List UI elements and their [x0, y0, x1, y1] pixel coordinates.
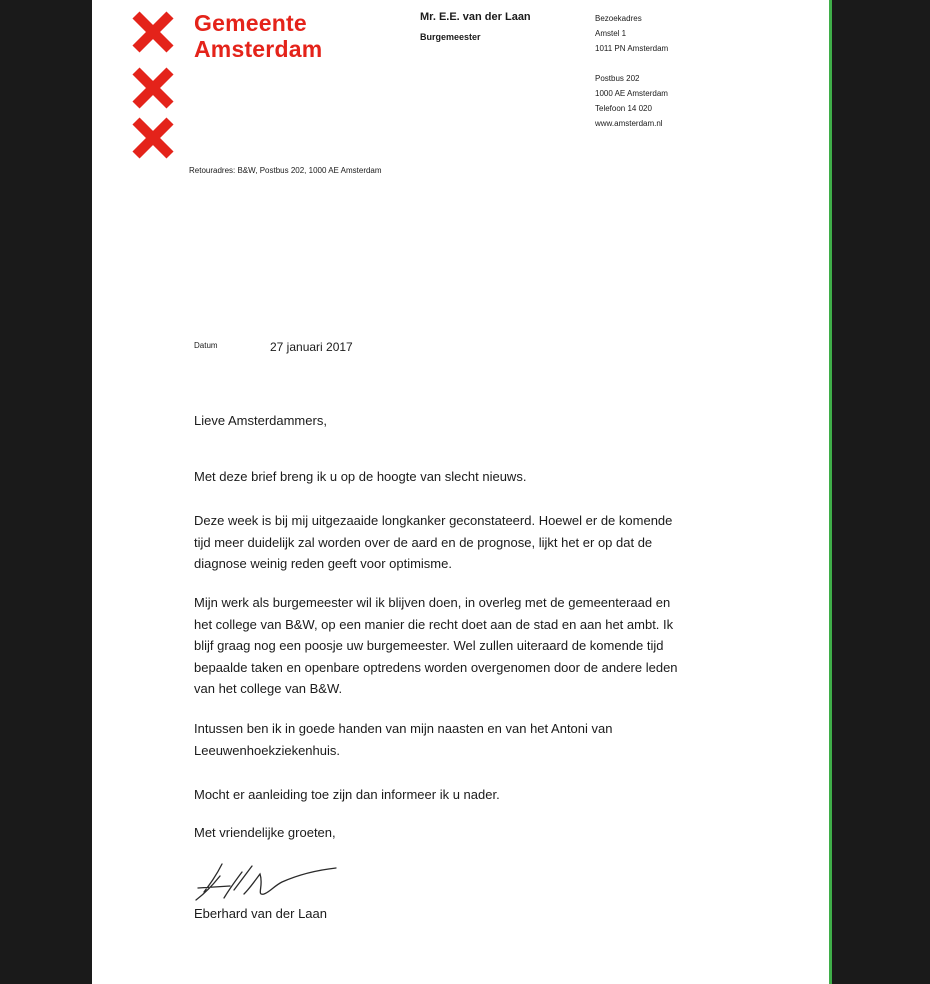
website: www.amsterdam.nl [595, 119, 663, 128]
postal-address-block [595, 71, 668, 131]
sender-name: Mr. E.E. van der Laan [420, 11, 531, 23]
return-address: Retouradres: B&W, Postbus 202, 1000 AE Amsterdam [189, 166, 382, 175]
paragraph-line: Mijn werk als burgemeester wil ik blijven doen, in overleg met de gemeenteraad en [194, 595, 671, 610]
salutation: Lieve Amsterdammers, [194, 413, 327, 428]
closing: Met vriendelijke groeten, [194, 825, 336, 840]
andreas-cross-icon [131, 116, 175, 160]
sender-role: Burgemeester [420, 32, 481, 42]
andreas-cross-icon [131, 10, 175, 54]
page-edge-line [829, 0, 832, 984]
visit-label: Bezoekadres [595, 14, 642, 23]
postbox: Postbus 202 [595, 74, 640, 83]
paragraph-line: Leeuwenhoekziekenhuis. [194, 742, 340, 758]
signer-name: Eberhard van der Laan [194, 906, 327, 921]
visit-city: 1011 PN Amsterdam [595, 44, 669, 53]
paragraph-line: diagnose weinig reden geeft voor optimisme. [194, 556, 452, 571]
paragraph-line: Mocht er aanleiding toe zijn dan informeer ik u nader. [194, 787, 500, 802]
paragraph-line: Intussen ben ik in goede handen van mijn naasten en van het Antoni van [194, 721, 613, 736]
paragraph-line: van het college van B&W. [194, 681, 343, 696]
paragraph-4 [194, 718, 612, 761]
paragraph-line: Deze week is bij mij uitgezaaide longkanker geconstateerd. Hoewel er de komende [194, 513, 673, 528]
date-label: Datum [194, 341, 218, 350]
andreas-cross-icon [131, 66, 175, 110]
paragraph-1 [194, 466, 526, 488]
paragraph-line: tijd meer duidelijk zal worden over de aard en de prognose, lijkt het er op dat de [194, 534, 653, 550]
paragraph-line: bepaalde taken en openbare optredens worden overgenomen door de andere leden [194, 659, 678, 675]
logo-line-1: Gemeente [194, 10, 307, 36]
paragraph-2 [194, 510, 672, 575]
logo-wordmark [194, 10, 322, 62]
phone: Telefoon 14 020 [595, 104, 652, 113]
paragraph-line: blijf graag nog een poosje uw burgemeester. Wel zullen uiteraard de komende tijd [194, 638, 664, 653]
postbox-city: 1000 AE Amsterdam [595, 89, 668, 98]
handwritten-signature [190, 858, 340, 906]
paragraph-5 [194, 784, 500, 806]
date-value: 27 januari 2017 [270, 340, 353, 354]
paragraph-3 [194, 592, 678, 700]
paragraph-line: het college van B&W, op een manier die recht doet aan de stad en aan het ambt. Ik [194, 616, 674, 632]
paragraph-line: Met deze brief breng ik u op de hoogte van slecht nieuws. [194, 469, 527, 484]
visit-address-block [595, 11, 668, 56]
visit-street: Amstel 1 [595, 29, 627, 38]
logo-line-2: Amsterdam [194, 36, 323, 62]
